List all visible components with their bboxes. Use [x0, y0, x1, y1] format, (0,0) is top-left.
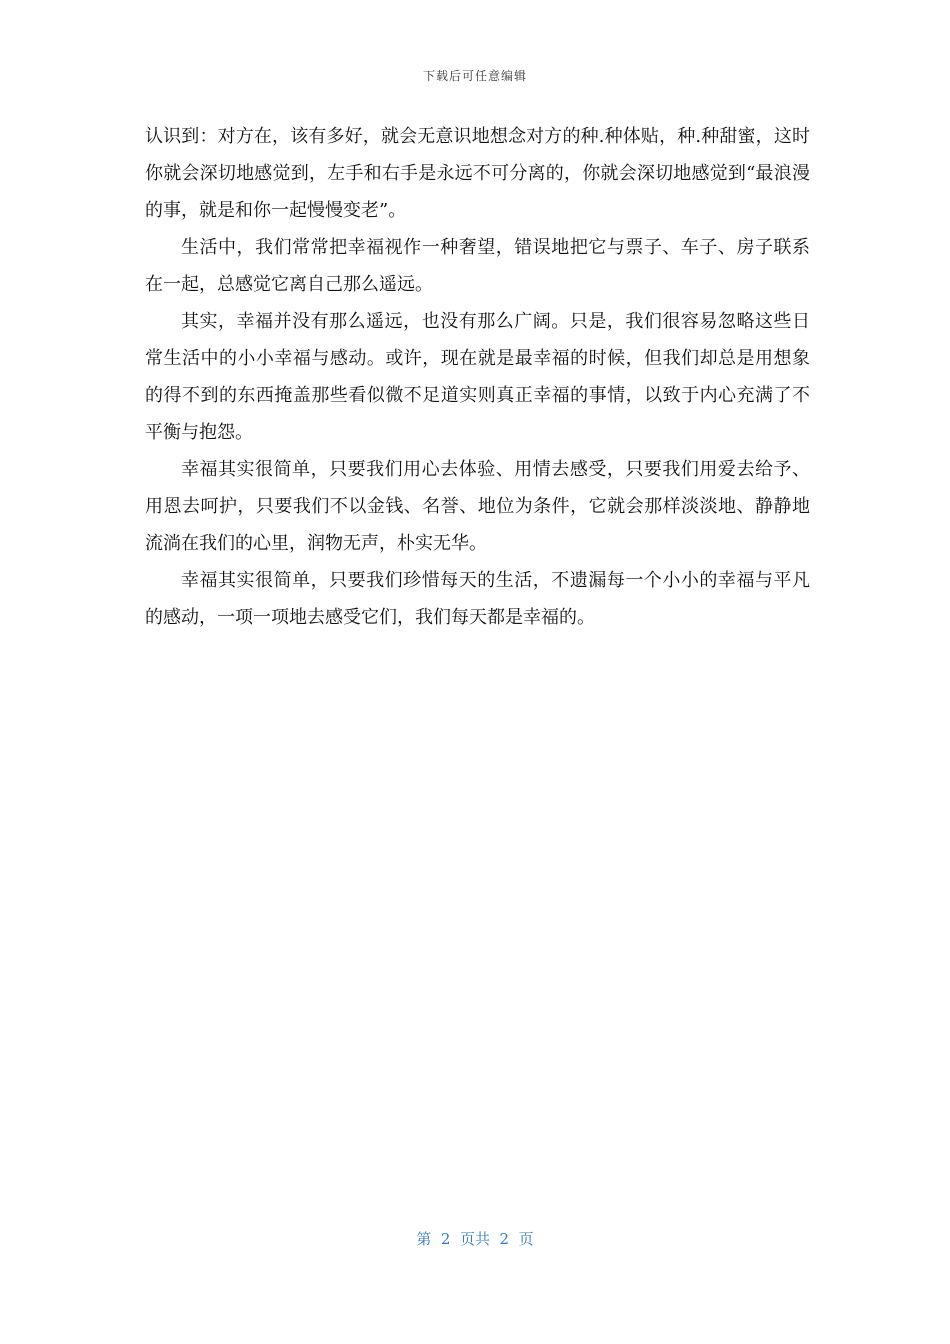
paragraph-3: 其实，幸福并没有那么遥远，也没有那么广阔。只是，我们很容易忽略这些日常生活中的小小幸福与感动。或许，现在就是最幸福的时候，但我们却总是用想象的得不到的东西掩盖那些看似微不足道实则真正幸福的事情，以致于内心充满了不平衡与抱怨。 — [145, 311, 810, 443]
document-body — [145, 118, 810, 636]
page-number-footer: 第 2 页共 2 页 — [416, 1230, 534, 1248]
paragraph-4: 幸福其实很简单，只要我们用心去体验、用情去感受，只要我们用爱去给予、用恩去呵护，只要我们不以金钱、名誉、地位为条件，它就会那样淡淡地、静静地流淌在我们的心里，润物无声，朴实无华。 — [145, 459, 810, 554]
paragraph-2: 生活中，我们常常把幸福视作一种奢望，错误地把它与票子、车子、房子联系在一起，总感觉它离自己那么遥远。 — [145, 237, 810, 295]
paragraph-1: 认识到：对方在，该有多好，就会无意识地想念对方的种.种体贴，种.种甜蜜，这时你就会深切地感觉到，左手和右手是永远不可分离的，你就会深切地感觉到“最浪漫的事，就是和你一起慢慢变老”。 — [145, 126, 810, 221]
page-header: 下载后可任意编辑 — [422, 69, 527, 83]
paragraph-5: 幸福其实很简单，只要我们珍惜每天的生活，不遗漏每一个小小的幸福与平凡的感动，一项一项地去感受它们，我们每天都是幸福的。 — [145, 570, 810, 628]
